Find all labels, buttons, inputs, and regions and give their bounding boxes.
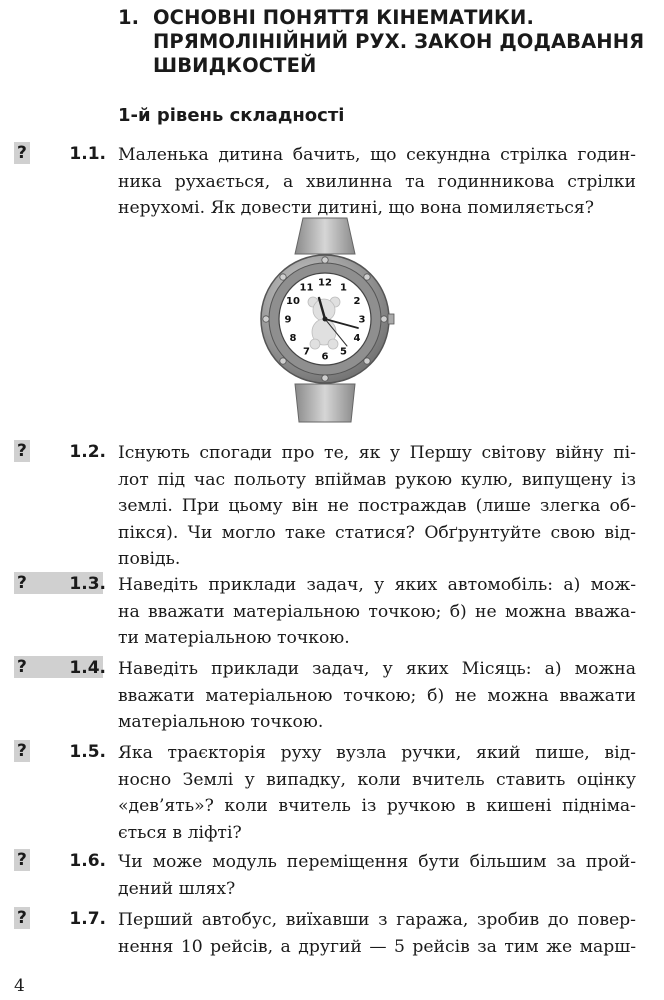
dial-number: 3 — [358, 314, 366, 326]
problem-text — [118, 656, 636, 736]
problem-text — [118, 740, 636, 846]
watch-strap-bottom — [295, 384, 355, 422]
problem-line: землі. При цьому він не постраждав (лише злегка об- — [118, 496, 636, 516]
question-mark-badge: ? — [14, 440, 30, 462]
problem-line: Наведіть приклади задач, у яких Місяць: а) можна — [118, 659, 636, 679]
dial-number: 8 — [289, 333, 297, 344]
problem-line: вважати матеріальною точкою; б) не можна вважати — [118, 685, 636, 706]
problem-text — [118, 849, 636, 902]
chapter-number: 1. — [118, 6, 140, 29]
chapter-heading — [118, 6, 648, 78]
dial-number: 4 — [353, 333, 361, 344]
problem-line: на вважати матеріальною точкою; б) не можна вважа- — [118, 601, 636, 622]
problem-text — [118, 142, 636, 222]
problem-number: 1.5. — [69, 742, 106, 762]
question-mark-badge: ? — [14, 907, 30, 929]
dial-number: 11 — [299, 282, 314, 294]
problem-line: Перший автобус, виїхавши з гаража, зробив до повер- — [118, 910, 636, 930]
chapter-title-line: ШВИДКОСТЕЙ — [153, 54, 317, 77]
dial-number: 6 — [321, 351, 329, 363]
watch-strap-top — [295, 218, 355, 254]
problem-line: повідь. — [118, 549, 181, 569]
problem-line: Маленька дитина бачить, що секундна стрілка годин- — [118, 145, 636, 165]
chapter-title-line: ПРЯМОЛІНІЙНИЙ РУХ. ЗАКОН ДОДАВАННЯ — [153, 30, 645, 53]
problem-number: 1.6. — [69, 851, 106, 871]
dial-number: 12 — [318, 277, 332, 289]
dial-number: 7 — [303, 346, 310, 358]
problem-line: нення 10 рейсів, а другий — 5 рейсів за тим же марш- — [118, 936, 636, 957]
question-mark-badge: ? — [14, 740, 30, 762]
problem-text — [118, 440, 636, 573]
wristwatch-illustration — [255, 214, 395, 424]
problem-line: Наведіть приклади задач, у яких автомобіль: а) мож- — [118, 575, 636, 595]
problem-line: «дев’ять»? коли вчитель із ручкою в кишені підніма- — [118, 796, 636, 816]
dial-number: 1 — [340, 282, 347, 294]
problem-number: 1.3. — [69, 574, 106, 594]
problem-number: 1.7. — [69, 909, 106, 929]
problem-line: Існують спогади про те, як у Першу світову війну пі- — [118, 443, 636, 463]
problem-text — [118, 572, 636, 652]
problem-line: матеріальною точкою. — [118, 712, 324, 732]
problem-line: ється в ліфті? — [118, 822, 242, 843]
difficulty-level-heading: 1-й рівень складності — [118, 105, 345, 126]
question-mark-badge: ? — [14, 656, 103, 678]
problem-line: дений шлях? — [118, 878, 236, 899]
problem-line: пікся). Чи могло таке статися? Обґрунтуйте свою від- — [118, 522, 636, 543]
problem-number: 1.2. — [69, 442, 106, 462]
dial-number: 10 — [286, 296, 300, 307]
problem-line: Чи може модуль переміщення бути більшим за прой- — [118, 852, 636, 872]
chapter-title-line: ОСНОВНІ ПОНЯТТЯ КІНЕМАТИКИ. — [153, 6, 534, 29]
problem-line: лот під час польоту впіймав рукою кулю, випущену із — [118, 469, 636, 490]
problem-number: 1.1. — [69, 144, 106, 164]
problem-line: нерухомі. Як довести дитині, що вона помиляється? — [118, 198, 594, 218]
dial-number: 9 — [284, 314, 292, 326]
crown — [388, 314, 394, 324]
dial-number: 5 — [340, 346, 347, 358]
problem-line: ника рухається, а хвилинна та годинникова стрілки — [118, 171, 636, 192]
question-mark-badge: ? — [14, 572, 103, 594]
dial-number: 2 — [353, 296, 361, 307]
problem-line: носно Землі у випадку, коли вчитель ставить оцінку — [118, 769, 636, 790]
problem-number: 1.4. — [69, 658, 106, 678]
page-number: 4 — [14, 976, 25, 996]
question-mark-badge: ? — [14, 142, 30, 164]
question-mark-badge: ? — [14, 849, 30, 871]
problem-line: Яка траєкторія руху вузла ручки, який пише, від- — [118, 743, 636, 763]
problem-text — [118, 907, 636, 960]
problem-line: ти матеріальною точкою. — [118, 628, 350, 648]
